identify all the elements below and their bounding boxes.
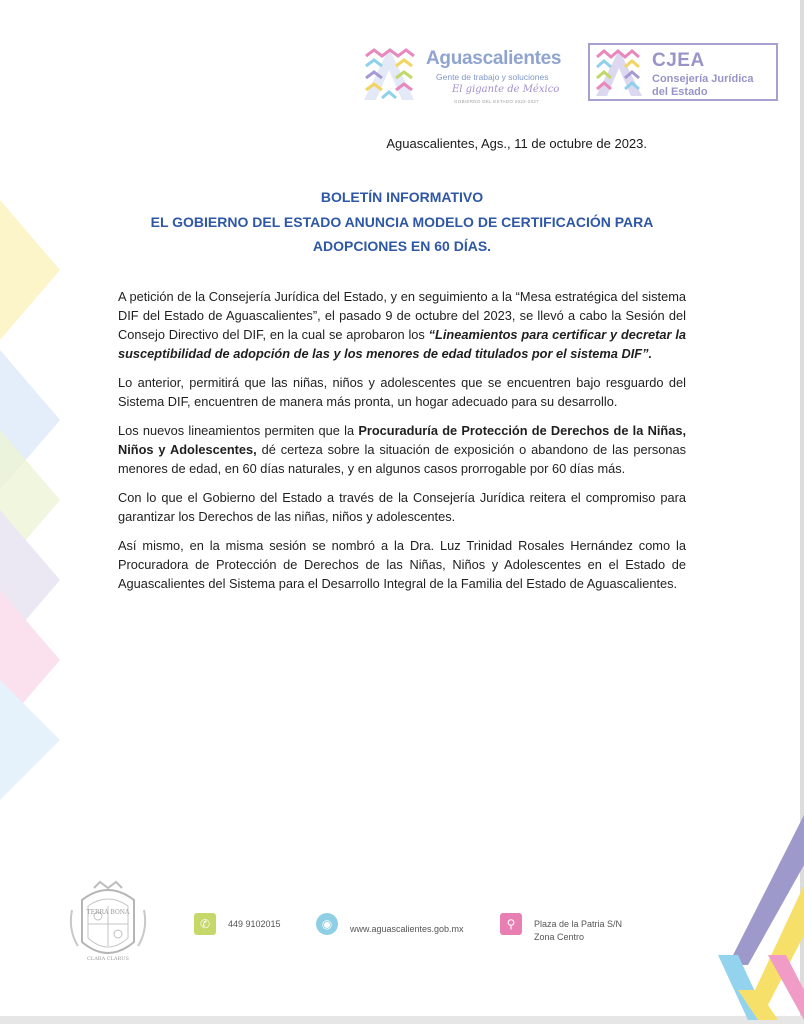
date-line: Aguascalientes, Ags., 11 de octubre de 2023. [386,136,647,151]
heading-title-line2: ADOPCIONES EN 60 DÍAS. [312,238,492,254]
cjea-logo-line1: Consejería Jurídica [652,73,754,85]
aguascalientes-logo-title: Aguascalientes [426,48,562,69]
map-pin-icon: ⚲ [500,913,522,935]
footer-address [500,913,660,942]
aguascalientes-logo-tagline: El gigante de México [452,84,560,95]
footer-website [316,913,486,939]
paragraph-4: Con lo que el Gobierno del Estado a través de la Consejería Jurídica reitera el compromiso para garantizar los Derechos de las niñas, niños y adolescentes. [118,490,686,524]
aguascalientes-logo-government: GOBIERNO DEL ESTADO 2022-2027 [454,99,539,104]
right-decorative-chevrons [708,815,804,1020]
footer-website-text[interactable]: www.aguascalientes.gob.mx [350,924,464,934]
aguascalientes-logo-subtitle: Gente de trabajo y soluciones [436,72,549,82]
footer-phone [194,913,314,939]
document-body [118,287,686,603]
heading-title-line1: EL GOBIERNO DEL ESTADO ANUNCIA MODELO DE CERTIFICACIÓN PARA [150,214,654,230]
state-coat-of-arms-seal [68,880,148,966]
header-logos [362,42,782,108]
footer-address-line2: Zona Centro [534,932,585,942]
seal-text-top: TERRA BONA [86,909,130,916]
footer-address-text [534,918,622,944]
cjea-logo-mark [594,48,644,98]
paragraph-1-text: A petición de la Consejería Jurídica del Estado, y en seguimiento a la “Mesa estratégica del sistema DIF del Estado de Aguascalientes”, el pasado 9 de octubre del 2023, se llevó a cabo la Sesión del Consejo Directivo del DIF, en la cual se aprobaron los [118,289,686,342]
paragraph-1 [118,287,686,363]
paragraph-2: Lo anterior, permitirá que las niñas, niños y adolescentes que se encuentren bajo resguardo del Sistema DIF, encuentren de manera más pronta, un hogar adecuado para su desarrollo. [118,375,686,409]
page-bottom-edge [0,1016,804,1024]
paragraph-1-emphasis: “Lineamientos para certificar y decretar la susceptibilidad de adopción de las y los menores de edad titulados por el sistema DIF”. [118,327,686,361]
paragraph-3-emphasis: Procuraduría de Protección de Derechos de la Niñas, Niños y Adolescentes, [118,423,686,457]
footer-phone-text: 449 9102015 [228,919,281,929]
paragraph-3-text: Los nuevos lineamientos permiten que la [118,423,359,438]
left-decorative-chevrons [0,180,64,800]
paragraph-3-text-end: dé certeza sobre la situación de exposición o abandono de las personas menores de edad, en 60 días naturales, y en algunos casos prorrogable por 60 días más. [118,442,686,476]
cjea-logo-title: CJEA [652,50,705,71]
seal-text-bottom: CLARA CLARUS [87,956,129,962]
heading-bulletin: BOLETÍN INFORMATIVO [320,189,484,205]
phone-icon: ✆ [194,913,216,935]
paragraph-5: Así mismo, en la misma sesión se nombró a la Dra. Luz Trinidad Rosales Hernández como la Procuradora de Protección de Derechos de las Niñas, Niños y Adolescentes en el Estado de Aguascalientes del Sistema para el Desarrollo Integral de la Familia del Estado de Aguascalientes. [118,538,686,591]
aguascalientes-logo-mark [362,46,416,102]
cjea-logo-line2: del Estado [652,86,708,98]
paragraph-3 [118,421,686,478]
globe-icon: ◉ [316,913,338,935]
footer-address-line1: Plaza de la Patria S/N [534,919,623,929]
cjea-logo [588,43,778,101]
